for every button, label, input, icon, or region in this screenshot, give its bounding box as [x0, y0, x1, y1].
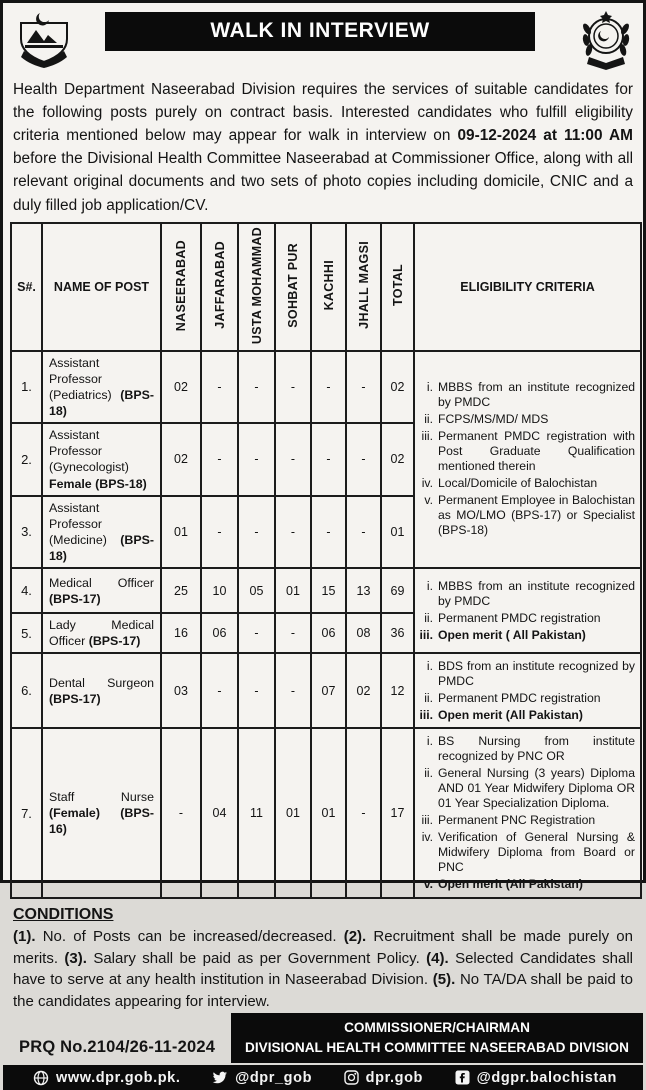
post-grade: (BPS-18) [49, 532, 154, 564]
serial-cell: 3. [11, 496, 42, 569]
eligibility-item-text: BDS from an institute recognized by PMDC [438, 658, 635, 689]
count-cell-jaffarabad: - [201, 423, 238, 496]
serial-cell: 7. [11, 728, 42, 898]
post-grade: (BPS-18) [49, 387, 154, 419]
social-bar [3, 1065, 643, 1090]
count-cell-naseerabad: 02 [161, 351, 201, 424]
eligibility-item [417, 628, 635, 643]
count-cell-sohbat-pur: 01 [275, 728, 311, 898]
condition-text: Selected Candidates shall have to serve at any health institution in Naseerabad Division. [13, 949, 633, 989]
interview-datetime: 09-12-2024 at 11:00 AM [457, 127, 633, 145]
eligibility-cell [414, 653, 641, 728]
conditions-heading: CONDITIONS [13, 905, 114, 923]
count-cell-usta-mohammad: 05 [238, 568, 275, 613]
commissioner-box [231, 1013, 643, 1063]
count-cell-total: 02 [381, 423, 414, 496]
page-title: WALK IN INTERVIEW [210, 19, 430, 42]
column-header-label: SOHBAT PUR [286, 242, 300, 328]
post-grade: (Female) (BPS-16) [49, 806, 154, 837]
table-row [11, 351, 641, 424]
eligibility-item [417, 659, 635, 690]
count-cell-jhall-magsi: - [346, 351, 381, 424]
count-cell-sohbat-pur: 01 [275, 568, 311, 613]
count-cell-sohbat-pur: - [275, 351, 311, 424]
eligibility-cell [414, 728, 641, 898]
count-cell-jaffarabad: 04 [201, 728, 238, 898]
eligibility-item-text: Open merit ( All Pakistan) [438, 627, 586, 642]
eligibility-item-text: Permanent PNC Registration [438, 813, 596, 828]
eligibility-item [417, 691, 635, 706]
globe-icon [33, 1070, 49, 1086]
eligibility-item-number: ii. [424, 412, 433, 427]
serial-cell: 5. [11, 613, 42, 653]
post-name: Assistant Professor (Pediatrics) [49, 355, 121, 402]
column-header-label: TOTAL [390, 264, 405, 307]
table-row [11, 728, 641, 898]
count-cell-usta-mohammad: - [238, 496, 275, 569]
count-cell-kachhi: 06 [311, 613, 346, 653]
condition-text: No TA/DA shall be paid to the candidates appearing for interview. [13, 971, 633, 1011]
column-header-sohbat-pur [275, 223, 311, 351]
column-header-jaffarabad [201, 223, 238, 351]
social-handle: dpr.gob [365, 1069, 424, 1086]
serial-cell: 6. [11, 653, 42, 728]
count-cell-naseerabad: 16 [161, 613, 201, 653]
count-cell-naseerabad: 03 [161, 653, 201, 728]
social-handle: @dpr_gob [235, 1069, 313, 1086]
post-grade: (BPS-17) [88, 634, 141, 649]
count-cell-sohbat-pur: - [275, 423, 311, 496]
title-bar [105, 12, 535, 51]
count-cell-jhall-magsi: 02 [346, 653, 381, 728]
balochistan-government-seal-icon [577, 9, 635, 76]
count-cell-jhall-magsi: - [346, 496, 381, 569]
eligibility-item [417, 877, 635, 892]
count-cell-kachhi: - [311, 423, 346, 496]
count-cell-jaffarabad: - [201, 653, 238, 728]
eligibility-item [417, 429, 635, 475]
eligibility-item-text: Verification of General Nursing & Midwifery Diploma from Board or PNC [438, 829, 635, 875]
serial-cell: 4. [11, 568, 42, 613]
post-grade: (BPS-17) [49, 591, 101, 606]
eligibility-item [417, 611, 635, 626]
eligibility-item-number: iii. [419, 627, 433, 642]
condition-text: No. of Posts can be increased/decreased. [35, 927, 344, 945]
column-header-label: KACHHI [321, 259, 336, 311]
intro-paragraph [13, 78, 633, 217]
count-cell-total: 01 [381, 496, 414, 569]
count-cell-total: 17 [381, 728, 414, 898]
eligibility-item [417, 766, 635, 812]
condition-number: (3). [64, 949, 87, 967]
commissioner-title: COMMISSIONER/CHAIRMAN [344, 1019, 530, 1035]
post-name: Dental Surgeon [49, 675, 154, 690]
count-cell-jhall-magsi: - [346, 423, 381, 496]
column-header-naseerabad [161, 223, 201, 351]
count-cell-sohbat-pur: - [275, 496, 311, 569]
eligibility-item [417, 708, 635, 723]
count-cell-jaffarabad: 06 [201, 613, 238, 653]
social-handle: www.dpr.gob.pk. [56, 1069, 181, 1086]
eligibility-item-number: iii. [421, 428, 433, 443]
balochistan-government-emblem-icon [11, 9, 77, 74]
eligibility-item-text: Open merit (All Pakistan) [438, 707, 583, 722]
count-cell-naseerabad: 25 [161, 568, 201, 613]
eligibility-item-text: Permanent Employee in Balochistan as MO/LMO (BPS-17) or Specialist (BPS-18) [438, 492, 635, 538]
eligibility-item-number: iv. [421, 476, 433, 491]
count-cell-usta-mohammad: - [238, 613, 275, 653]
advert-header [3, 3, 643, 76]
post-name-cell [42, 496, 161, 569]
eligibility-item-number: ii. [424, 765, 433, 780]
eligibility-item-number: i. [426, 380, 433, 395]
intro-text-pre: Health Department Naseerabad Division requires the services of suitable candidates for the following posts purely on contract basis. Interested candidates who fulfill eligibility criteria mentioned below may appear for walk in interview on [13, 81, 633, 145]
post-name-cell [42, 613, 161, 653]
post-name: Assistant Professor (Medicine) [49, 500, 121, 547]
count-cell-naseerabad: 02 [161, 423, 201, 496]
eligibility-cell [414, 351, 641, 569]
count-cell-kachhi: 15 [311, 568, 346, 613]
count-cell-kachhi: 07 [311, 653, 346, 728]
table-header-row [11, 223, 641, 351]
facebook-icon [455, 1070, 470, 1085]
count-cell-kachhi: - [311, 351, 346, 424]
eligibility-item [417, 813, 635, 828]
eligibility-cell [414, 568, 641, 653]
count-cell-jaffarabad: - [201, 351, 238, 424]
column-header-label: NASEERABAD [174, 239, 188, 331]
column-header-usta-mohammad [238, 223, 275, 351]
advert-footer [3, 1013, 643, 1063]
eligibility-item-text: BS Nursing from institute recognized by PNC OR [438, 733, 635, 764]
post-name-cell [42, 568, 161, 613]
post-name-cell [42, 653, 161, 728]
eligibility-item [417, 734, 635, 765]
eligibility-item [417, 579, 635, 610]
prq-number: PRQ No.2104/26-11-2024 [19, 1038, 216, 1057]
count-cell-jhall-magsi: - [346, 728, 381, 898]
column-header-total [381, 223, 414, 351]
count-cell-sohbat-pur: - [275, 613, 311, 653]
count-cell-usta-mohammad: 11 [238, 728, 275, 898]
count-cell-total: 12 [381, 653, 414, 728]
eligibility-item-number: i. [426, 733, 433, 748]
eligibility-item [417, 830, 635, 876]
eligibility-item-text: Permanent PMDC registration [438, 610, 601, 625]
condition-number: (5). [432, 971, 456, 989]
eligibility-item-text: MBBS from an institute recognized by PMDC [438, 578, 635, 609]
social-item-dpr-gob [344, 1070, 423, 1086]
count-cell-jaffarabad: 10 [201, 568, 238, 613]
eligibility-item-text: MBBS from an institute recognized by PMDC [438, 380, 635, 410]
intro-text-post: before the Divisional Health Committee Naseerabad at Commissioner Office, along with all relevant original documents and two sets of photo copies including domicile, CNIC and a duly filled job application/CV. [13, 150, 633, 214]
column-header-name-of-post: NAME OF POST [42, 223, 161, 351]
column-header-s: S#. [11, 223, 42, 351]
post-name: Medical Officer [49, 575, 154, 590]
count-cell-jhall-magsi: 08 [346, 613, 381, 653]
condition-text: Salary shall be paid as per Government Policy. [86, 949, 427, 967]
eligibility-item-number: ii. [424, 690, 433, 705]
eligibility-item-text: Permanent PMDC registration [438, 690, 601, 705]
social-item-www-dpr-gob-pk [33, 1070, 180, 1086]
serial-cell: 2. [11, 423, 42, 496]
condition-number: (4). [426, 949, 449, 967]
count-cell-naseerabad: 01 [161, 496, 201, 569]
eligibility-item-text: Open merit (All Pakistan) [438, 877, 583, 892]
eligibility-item-text: General Nursing (3 years) Diploma AND 01 Year Midwifery Diploma OR 01 Year Specialization Diploma. [438, 765, 635, 811]
eligibility-item-number: v. [424, 492, 433, 507]
eligibility-item-number: ii. [424, 610, 433, 625]
count-cell-sohbat-pur: - [275, 653, 311, 728]
count-cell-total: 36 [381, 613, 414, 653]
conditions-text [13, 926, 633, 1013]
condition-number: (1). [13, 927, 36, 945]
social-item-dpr-gob [212, 1070, 312, 1086]
eligibility-item-text: Permanent PMDC registration with Post Graduate Qualification mentioned therein [438, 428, 635, 474]
eligibility-item-text: FCPS/MS/MD/ MDS [438, 412, 549, 427]
eligibility-item-number: iv. [421, 829, 433, 844]
column-header-label: JAFFARABAD [212, 241, 227, 330]
eligibility-item [417, 412, 635, 427]
eligibility-item [417, 493, 635, 539]
count-cell-jaffarabad: - [201, 496, 238, 569]
column-header-label: USTA MOHAMMAD [249, 226, 264, 344]
serial-cell: 1. [11, 351, 42, 424]
count-cell-jhall-magsi: 13 [346, 568, 381, 613]
count-cell-total: 69 [381, 568, 414, 613]
eligibility-item-number: v. [423, 877, 433, 892]
count-cell-kachhi: 01 [311, 728, 346, 898]
post-name-cell [42, 728, 161, 898]
eligibility-item [417, 476, 635, 491]
count-cell-kachhi: - [311, 496, 346, 569]
count-cell-usta-mohammad: - [238, 653, 275, 728]
twitter-icon [212, 1071, 228, 1085]
condition-text: Recruitment shall be made purely on merits. [13, 927, 633, 967]
post-name: Staff Nurse [49, 789, 154, 804]
column-header-label: JHALL MAGSI [356, 241, 371, 330]
post-name-cell [42, 351, 161, 424]
eligibility-item-number: iii. [419, 707, 433, 722]
column-header-jhall-magsi [346, 223, 381, 351]
commissioner-subtitle: DIVISIONAL HEALTH COMMITTEE NASEERABAD DIVISION [245, 1039, 629, 1055]
eligibility-item-number: i. [426, 658, 433, 673]
social-item-dgpr-balochistan [455, 1070, 617, 1086]
eligibility-item-number: iii. [421, 813, 433, 828]
instagram-icon [344, 1070, 359, 1085]
count-cell-total: 02 [381, 351, 414, 424]
eligibility-item [417, 380, 635, 411]
count-cell-usta-mohammad: - [238, 351, 275, 424]
column-header-eligibility-criteria: ELIGIBILITY CRITERIA [414, 223, 641, 351]
posts-table [10, 222, 642, 899]
post-name: Lady Medical Officer [49, 618, 154, 649]
eligibility-item-number: i. [426, 578, 433, 593]
post-name-cell [42, 423, 161, 496]
post-grade: Female (BPS-18) [49, 476, 147, 491]
table-row [11, 653, 641, 728]
column-header-kachhi [311, 223, 346, 351]
eligibility-item-text: Local/Domicile of Balochistan [438, 476, 598, 491]
count-cell-usta-mohammad: - [238, 423, 275, 496]
social-handle: @dgpr.balochistan [476, 1069, 617, 1086]
post-name: Assistant Professor (Gynecologist) [49, 428, 129, 475]
post-grade: (BPS-17) [49, 691, 101, 706]
table-row [11, 568, 641, 613]
condition-number: (2). [343, 927, 367, 945]
conditions-section [13, 906, 633, 1013]
count-cell-naseerabad: - [161, 728, 201, 898]
